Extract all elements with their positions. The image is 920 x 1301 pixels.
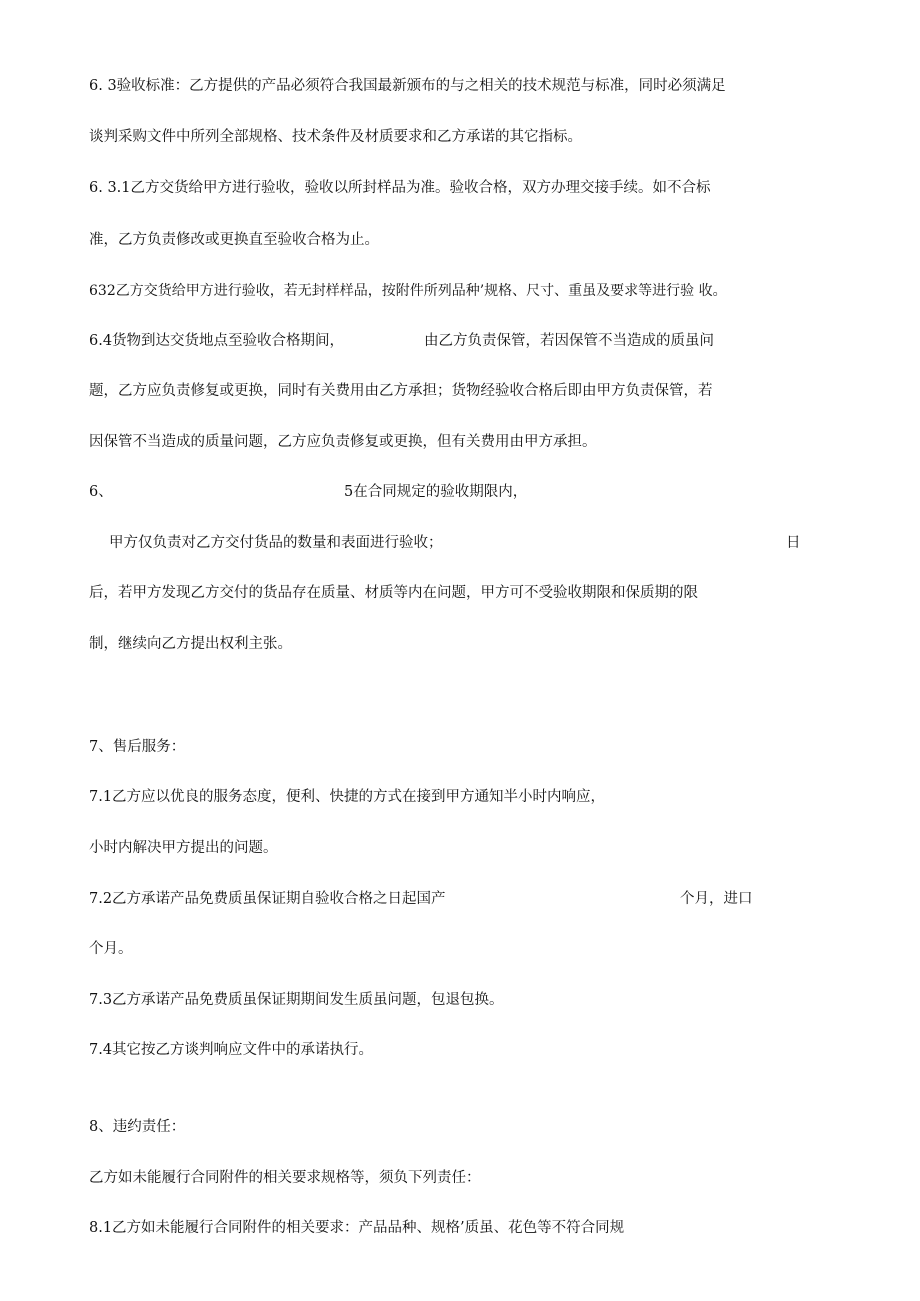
clause-6-5-number: 6、 <box>89 484 113 500</box>
clause-6-4-line-1-end: 由乙方负责保管，若因保管不当造成的质虽问 <box>424 333 714 349</box>
clause-6-4-line-1-start: 6.4货物到达交货地点至验收合格期间， <box>89 333 345 349</box>
clause-6-3-1-line-1: 6. 3.1乙方交货给甲方进行验收，验收以所封样品为准。验收合格，双方办理交接手续。如不合标 <box>89 180 711 196</box>
clause-6-3-2-line-1: 632乙方交货给甲方进行验收，若无封样样品，按附件所列品种’规格、尺寸、重虽及要求等进行验 收。 <box>89 283 727 299</box>
clause-7-3: 7.3乙方承诺产品免费质虽保证期期间发生质虽问题，包退包换。 <box>89 992 504 1008</box>
clause-6-3-1-line-2: 准，乙方负责修改或更换直至验收合格为止。 <box>89 232 379 248</box>
clause-6-4-line-2: 题，乙方应负责修复或更换，同时有关费用由乙方承担；货物经验收合格后即由甲方负责保管，若 <box>89 383 713 399</box>
clause-6-5-line-1: 5在合同规定的验收期限内， <box>344 484 528 500</box>
clause-7-1-line-1: 7.1乙方应以优良的服务态度，便利、快捷的方式在接到甲方通知半小时内响应， <box>89 789 606 805</box>
clause-7-1-line-2: 小时内解决甲方提出的问题。 <box>89 840 278 856</box>
clause-6-3-line-2: 谈判采购文件中所列全部规格、技术条件及材质要求和乙方承诺的其它指标。 <box>89 129 582 145</box>
clause-6-5-line-3: 后，若甲方发现乙方交付的货品存在质量、材质等内在问题，甲方可不受验收期限和保质期的限 <box>89 585 698 601</box>
clause-7-4: 7.4其它按乙方谈判响应文件中的承诺执行。 <box>89 1042 374 1058</box>
clause-6-3-line-1: 6. 3验收标准：乙方提供的产品必须符合我国最新颁布的与之相关的技术规范与标准，同时必须满足 <box>89 78 726 94</box>
section-8-heading: 8、违约责任： <box>89 1119 186 1135</box>
clause-7-2-line-2: 个月。 <box>89 941 133 957</box>
clause-8-1-line-1: 8.1乙方如未能履行合同附件的相关要求：产品品种、规格’质虽、花色等不符合同规 <box>89 1220 625 1236</box>
clause-6-5-line-2-end: 日 <box>786 535 801 551</box>
section-8-intro: 乙方如未能履行合同附件的相关要求规格等，须负下列责任： <box>89 1170 481 1186</box>
clause-6-5-line-2-start: 甲方仅负责对乙方交付货品的数量和表面进行验收； <box>109 535 443 551</box>
clause-6-4-line-3: 因保管不当造成的质量问题，乙方应负责修复或更换，但有关费用由甲方承担。 <box>89 434 597 450</box>
clause-7-2-line-1-end: 个月，进口 <box>680 891 753 907</box>
clause-6-5-line-4: 制，继续向乙方提出权利主张。 <box>89 636 292 652</box>
section-7-heading: 7、售后服务： <box>89 739 186 755</box>
clause-7-2-line-1-start: 7.2乙方承诺产品免费质虽保证期自验收合格之日起国产 <box>89 891 446 907</box>
